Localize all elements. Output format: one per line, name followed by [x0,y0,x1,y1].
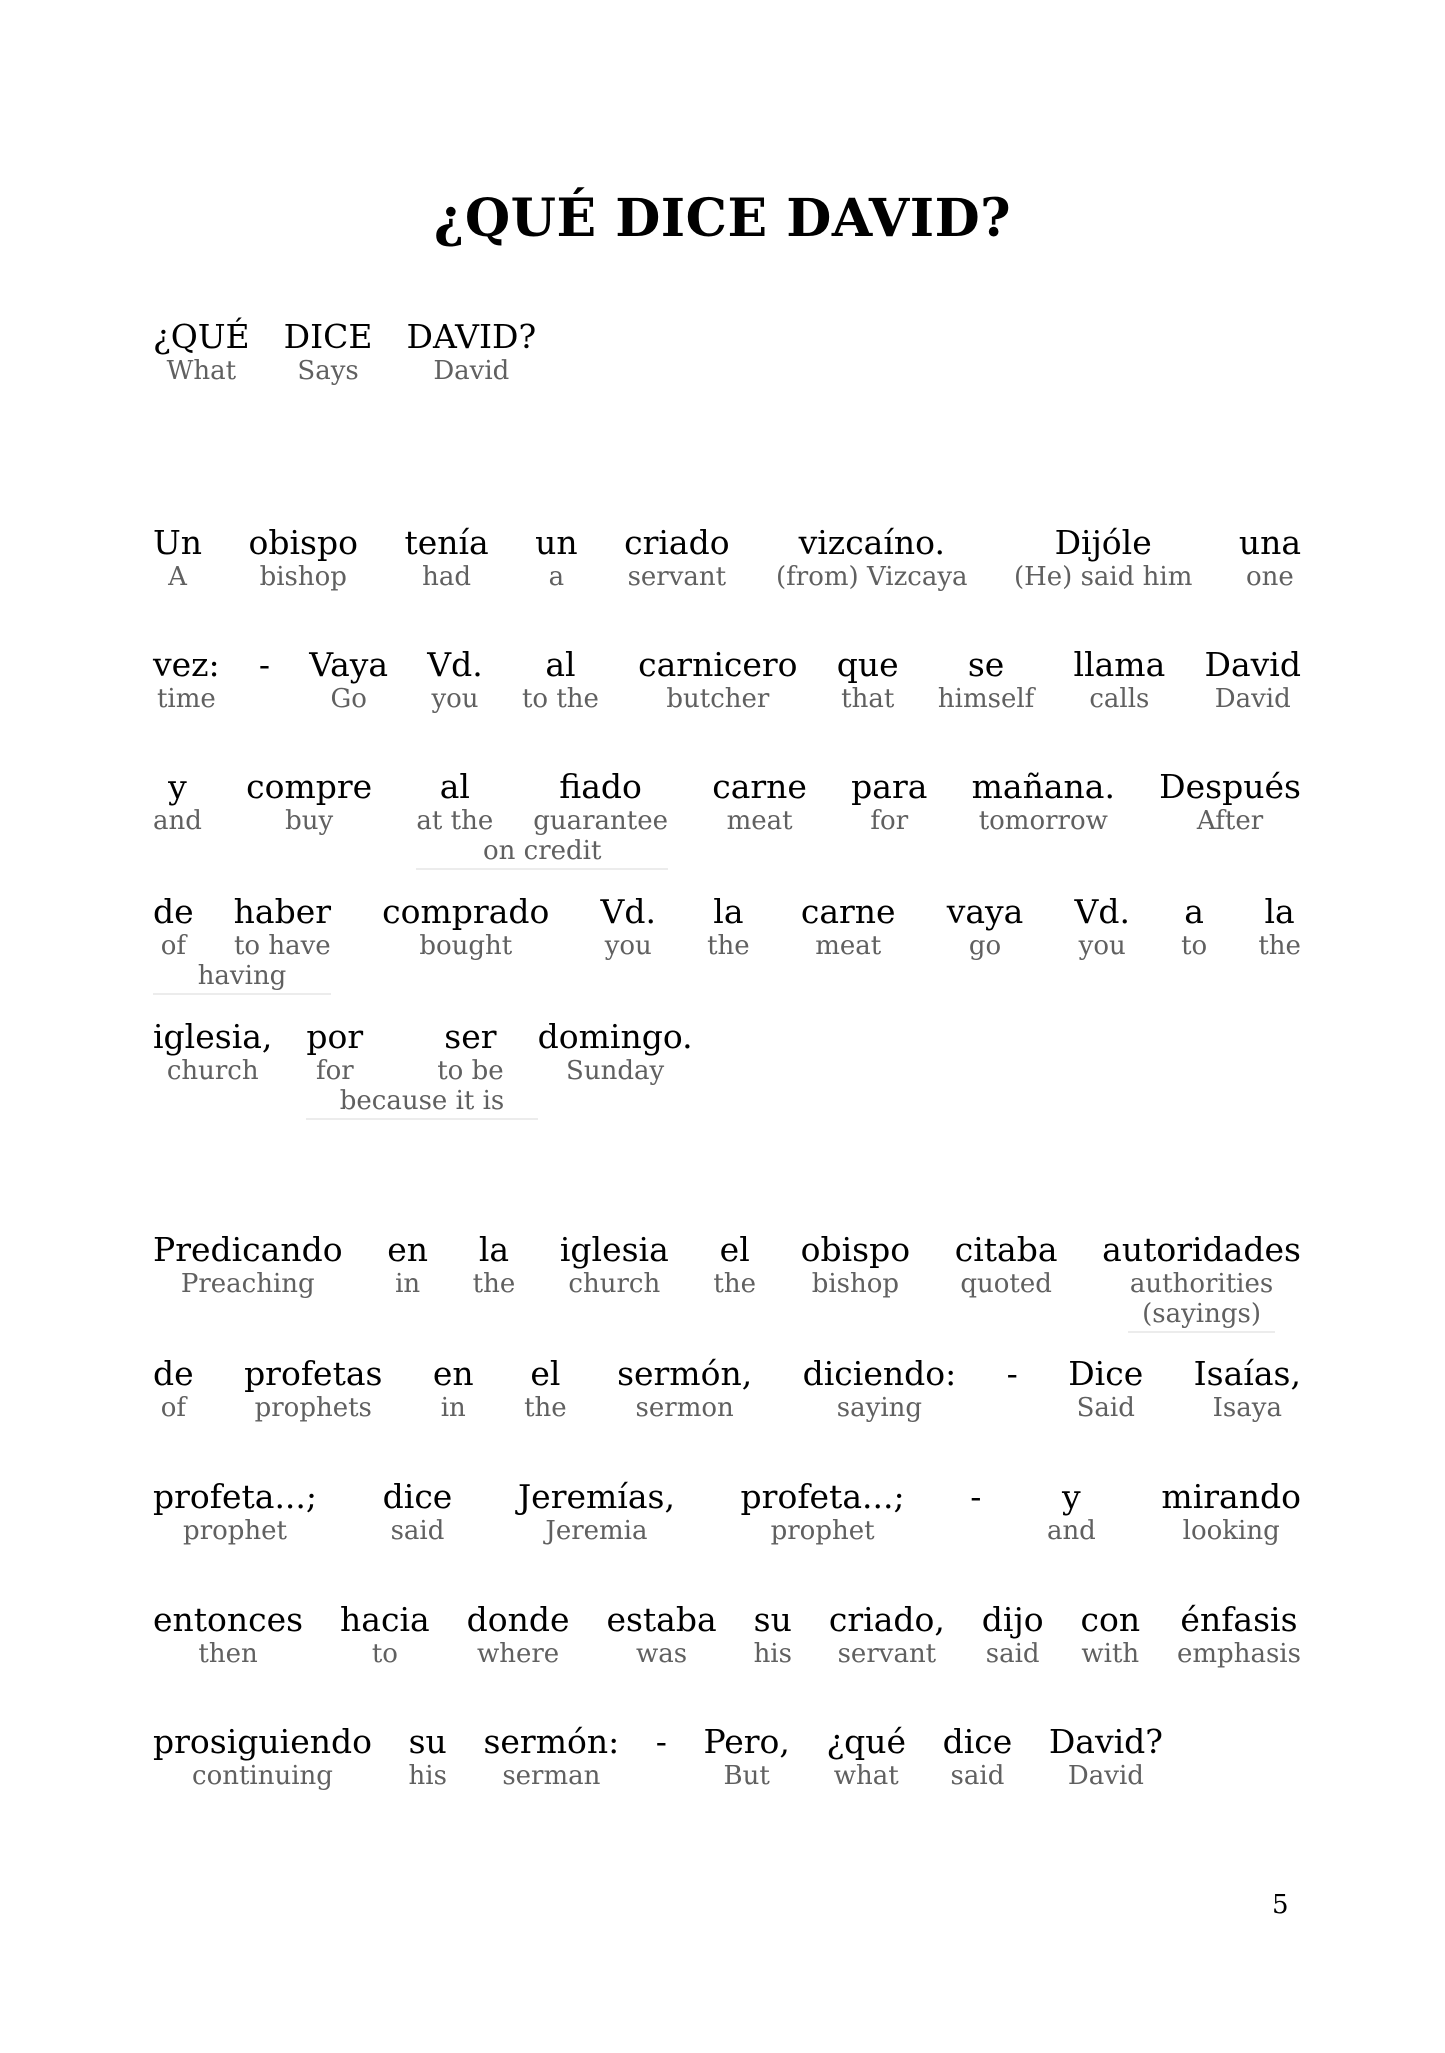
word-pair [1068,1355,1143,1423]
english-gloss: tomorrow [978,806,1108,836]
english-gloss: serman [502,1761,601,1791]
word-pair [972,768,1115,836]
english-gloss: and [1046,1516,1096,1546]
spanish-word: y [168,767,187,806]
english-gloss: David [1214,684,1291,714]
english-gloss: meat [726,806,793,836]
english-gloss: one [1246,562,1294,592]
word-pair [153,1478,317,1546]
word-pair [704,1723,790,1791]
p2-line-2 [153,1355,1301,1423]
english-gloss: to the [521,684,599,714]
english-gloss: bishop [259,562,347,592]
spanish-word: comprado [382,892,550,931]
spanish-word: Un [153,523,203,562]
spanish-word: ser [444,1017,497,1056]
word-pair [829,1601,945,1669]
word-pair [1080,1601,1140,1669]
word-pair [409,1723,447,1791]
word-pair [955,1231,1058,1299]
word-pair [153,318,250,386]
p1-line-3 [153,768,1301,870]
word-pair [249,524,358,592]
spanish-word: domingo. [537,1017,693,1056]
word-pair [982,1601,1044,1669]
english-gloss [657,1761,665,1791]
english-gloss: David [1067,1761,1144,1791]
spanish-word: profeta...; [153,1477,318,1516]
spanish-word: Isaías, [1193,1354,1301,1393]
word-pair [309,646,388,714]
english-gloss: But [723,1761,770,1791]
english-gloss: you [431,684,479,714]
english-gloss: to have [233,931,331,961]
english-gloss: time [156,684,216,714]
word-pair [1047,1478,1096,1546]
word-pair [518,1478,675,1546]
word-pair [533,768,668,836]
english-gloss: What [166,356,237,386]
spanish-word: tenía [404,523,489,562]
spanish-word: una [1238,523,1301,562]
english-gloss: with [1081,1639,1140,1669]
spanish-word: énfasis [1180,1600,1298,1639]
english-gloss: had [422,562,472,592]
spanish-word: obispo [248,523,358,562]
spanish-word: Pero, [703,1722,790,1761]
word-pair [1014,524,1192,592]
spanish-word: se [967,645,1005,684]
word-pair [538,1018,693,1086]
word-pair [1102,1231,1301,1333]
heading-interlinear-line [153,318,1301,386]
spanish-word: al [545,645,576,684]
phrase-gloss: having [153,961,331,995]
english-gloss: for [870,806,909,836]
word-pair [535,524,578,592]
spanish-word: el [530,1354,561,1393]
spanish-word: por [306,1017,364,1056]
spanish-word: a [1184,892,1204,931]
english-gloss: of [160,1393,186,1423]
spanish-word: Dice [1068,1354,1144,1393]
p1-line-4 [153,893,1301,995]
spanish-word: de [153,892,194,931]
spanish-word: en [432,1354,474,1393]
word-pair [638,646,797,714]
word-pair [1177,1601,1301,1669]
spanish-word: - [258,645,271,684]
english-gloss: bishop [811,1269,900,1299]
spanish-word: con [1080,1600,1141,1639]
english-gloss: butcher [666,684,770,714]
spanish-word: llama [1073,645,1166,684]
spanish-word: David [1204,645,1301,684]
spanish-word: mirando [1161,1477,1301,1516]
word-pair [1159,768,1301,836]
english-gloss: Isaya [1212,1393,1282,1423]
word-pair [560,1231,669,1299]
word-pair [1161,1478,1301,1546]
spanish-word: - [970,1477,982,1516]
word-pair [938,646,1034,714]
english-gloss: to be [437,1056,504,1086]
spanish-word: profetas [244,1354,383,1393]
word-pair [433,1355,474,1423]
word-pair [801,1231,910,1299]
phrase-gloss: because it is [306,1086,537,1120]
p2-line-3 [153,1478,1301,1546]
english-gloss-extra: (sayings) [1128,1299,1275,1333]
word-pair [153,524,202,592]
english-gloss: said [950,1761,1005,1791]
spanish-word: fiado [559,767,642,806]
spanish-word: sermón: [483,1722,620,1761]
english-gloss: servant [627,562,727,592]
english-gloss: quoted [960,1269,1052,1299]
spanish-word: que [836,645,899,684]
word-pair [1074,646,1166,714]
spanish-word: dijo [981,1600,1044,1639]
word-pair [153,1601,303,1669]
word-pair [437,1018,503,1086]
spanish-word: DICE [283,317,373,356]
english-gloss: Jeremia [545,1516,648,1546]
word-pair [1239,524,1301,592]
p1-line-5 [153,1018,1301,1120]
word-pair [467,1601,570,1669]
word-pair [153,1355,194,1423]
spanish-word: hacia [340,1600,430,1639]
english-gloss: himself [937,684,1035,714]
english-gloss: in [440,1393,466,1423]
english-gloss [260,684,268,714]
english-gloss: saying [836,1393,923,1423]
spanish-word: carne [712,767,807,806]
word-pair [712,768,807,836]
english-gloss: church [166,1056,259,1086]
english-gloss: buy [285,806,334,836]
english-gloss: authorities [1129,1269,1274,1299]
word-pair [153,1723,372,1791]
word-pair [483,1723,619,1791]
english-gloss: Preaching [180,1269,315,1299]
english-gloss: A [168,562,187,592]
word-pair [741,1478,905,1546]
spanish-word: ¿QUÉ [153,317,250,356]
word-pair [851,768,927,836]
spanish-word: DAVID? [406,317,537,356]
p1-line-2 [153,646,1301,714]
word-pair [624,524,729,592]
english-gloss: in [395,1269,421,1299]
word-pair [803,1355,957,1423]
english-gloss: sermon [635,1393,734,1423]
spanish-word: un [535,523,578,562]
word-pair [1258,893,1301,961]
word-pair [776,524,968,592]
word-pair [522,646,599,714]
english-gloss: the [472,1269,516,1299]
english-gloss: emphasis [1177,1639,1301,1669]
word-pair [234,893,331,961]
spanish-word: Vd. [600,892,656,931]
page-number: 5 [1272,1890,1289,1920]
english-gloss: Says [297,356,359,386]
word-pair [970,1478,981,1546]
word-pair [1181,893,1207,961]
english-gloss: calls [1089,684,1150,714]
p2-line-5 [153,1723,1163,1791]
english-gloss: the [707,931,750,961]
english-gloss: meat [815,931,882,961]
word-pair [713,1231,756,1299]
english-gloss: looking [1182,1516,1280,1546]
spanish-word: Dijóle [1054,523,1152,562]
spanish-word: en [387,1230,429,1269]
spanish-word: Vd. [1074,892,1130,931]
word-pair [837,646,899,714]
word-pair [1049,1723,1163,1791]
english-gloss: David [433,356,510,386]
spanish-word: la [1264,892,1295,931]
word-pair [656,1723,667,1791]
word-pair [153,768,202,836]
spanish-word: Después [1159,767,1301,806]
word-pair [407,318,537,386]
word-pair [473,1231,516,1299]
english-gloss: the [524,1393,567,1423]
english-gloss: and [153,806,202,836]
word-pair [153,1018,272,1086]
spanish-word: ¿qué [826,1722,907,1761]
english-gloss: Said [1076,1393,1135,1423]
spanish-word: Predicando [153,1230,343,1269]
spanish-word: para [851,767,928,806]
english-gloss: for [315,1056,354,1086]
english-gloss: you [1078,931,1126,961]
word-pair [826,1723,906,1791]
spanish-word: criado, [828,1600,945,1639]
english-gloss: said [985,1639,1040,1669]
spanish-word: donde [466,1600,570,1639]
spanish-word: entonces [153,1600,304,1639]
english-gloss: was [635,1639,688,1669]
spanish-word: diciendo: [802,1354,957,1393]
word-pair [947,893,1024,961]
english-gloss: at the [416,806,494,836]
english-gloss [1008,1393,1016,1423]
word-pair [1204,646,1300,714]
english-gloss: prophet [183,1516,287,1546]
word-pair [943,1723,1013,1791]
english-gloss: to [371,1639,398,1669]
word-pair [284,318,373,386]
spanish-word: carne [800,892,896,931]
p2-line-4 [153,1601,1301,1669]
spanish-word: carnicero [638,645,798,684]
word-pair [524,1355,567,1423]
word-pair [601,893,656,961]
spanish-word: dice [942,1722,1013,1761]
spanish-word: citaba [954,1230,1058,1269]
english-gloss: then [198,1639,258,1669]
phrase-group [416,768,668,870]
spanish-word: sermón, [617,1354,753,1393]
spanish-word: mañana. [971,767,1115,806]
spanish-word: vaya [946,892,1024,931]
word-pair [1194,1355,1301,1423]
english-gloss: a [548,562,565,592]
english-gloss: said [390,1516,445,1546]
word-pair [259,646,270,714]
english-gloss: guarantee [533,806,668,836]
spanish-word: prosiguiendo [153,1722,372,1761]
spanish-word: iglesia [559,1230,669,1269]
page-title: ¿QUÉ DICE DAVID? [433,188,1012,249]
english-gloss: prophet [770,1516,875,1546]
word-pair [383,1478,453,1546]
english-gloss: prophets [254,1393,372,1423]
spanish-word: Jeremías, [517,1477,675,1516]
word-pair [1007,1355,1018,1423]
word-pair [246,768,372,836]
spanish-word: Vd. [427,645,483,684]
spanish-word: vez: [153,645,220,684]
english-gloss: continuing [192,1761,333,1791]
word-pair [387,1231,428,1299]
word-pair [382,893,549,961]
phrase-group [153,893,331,995]
english-gloss: servant [837,1639,937,1669]
english-gloss: Go [330,684,367,714]
english-gloss: bought [419,931,513,961]
spanish-word: haber [233,892,332,931]
spanish-word: autoridades [1102,1230,1301,1269]
word-pair [153,646,220,714]
english-gloss: the [1258,931,1301,961]
word-pair [427,646,482,714]
spanish-word: su [753,1600,792,1639]
english-gloss: of [160,931,186,961]
spanish-word: estaba [606,1600,717,1639]
phrase-gloss: on credit [416,836,668,870]
word-pair [416,768,493,836]
spanish-word: vizcaíno. [798,523,945,562]
spanish-word: el [719,1230,750,1269]
word-pair [340,1601,430,1669]
spanish-word: criado [624,523,730,562]
english-gloss: (from) Vizcaya [776,562,968,592]
spanish-word: y [1062,1477,1081,1516]
spanish-word: - [655,1722,667,1761]
english-gloss: his [408,1761,447,1791]
word-pair [754,1601,792,1669]
word-pair [153,893,194,961]
english-gloss: where [476,1639,560,1669]
spanish-word: dice [382,1477,453,1516]
spanish-word: obispo [800,1230,911,1269]
spanish-word: - [1006,1354,1018,1393]
spanish-word: iglesia, [153,1017,273,1056]
word-pair [707,893,750,961]
english-gloss: Sunday [566,1056,665,1086]
english-gloss: what [833,1761,899,1791]
spanish-word: la [478,1230,510,1269]
word-pair [306,1018,363,1086]
english-gloss: you [604,931,652,961]
word-pair [404,524,488,592]
spanish-word: su [408,1722,447,1761]
english-gloss: his [753,1639,792,1669]
word-pair [244,1355,382,1423]
spanish-word: de [153,1354,194,1393]
word-pair [153,1231,343,1299]
english-gloss: church [568,1269,661,1299]
phrase-group [306,1018,537,1120]
word-pair [606,1601,716,1669]
english-gloss: After [1196,806,1264,836]
spanish-word: la [713,892,744,931]
english-gloss: that [841,684,895,714]
spanish-word: profeta...; [740,1477,905,1516]
spanish-word: Vaya [309,645,389,684]
spanish-word: David? [1048,1722,1163,1761]
spanish-word: compre [246,767,373,806]
english-gloss: (He) said him [1013,562,1193,592]
english-gloss [972,1516,980,1546]
word-pair [1074,893,1129,961]
word-pair [801,893,896,961]
p2-line-1 [153,1231,1301,1333]
p1-line-1 [153,524,1301,592]
english-gloss: go [968,931,1002,961]
word-pair [617,1355,752,1423]
english-gloss: the [713,1269,757,1299]
spanish-word: al [439,767,470,806]
english-gloss: to [1181,931,1208,961]
